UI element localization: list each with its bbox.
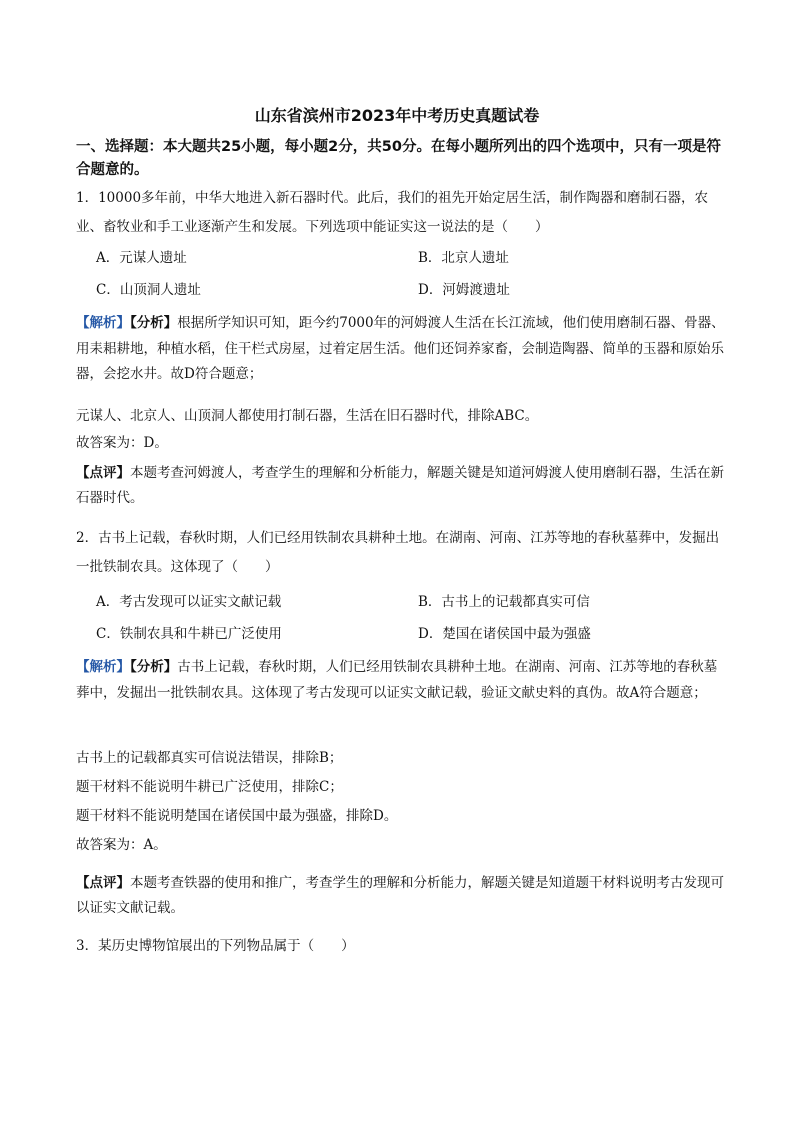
q1-comment-text: 本题考查河姆渡人，考查学生的理解和分析能力，解题关键是知道河姆渡人使用磨制石器，生活在新石器时代。	[76, 465, 724, 506]
question-1-analysis	[76, 311, 728, 388]
q1-line: 故答案为：D。	[76, 435, 168, 451]
q1-option-b: B．北京人遗址	[418, 250, 509, 266]
q2-option-c: C．铁制农具和牛耕已广泛使用	[96, 626, 282, 642]
q1-line: 元谋人、北京人、山顶洞人都使用打制石器，生活在旧石器时代，排除ABC。	[76, 408, 539, 424]
q2-line: 古书上的记载都真实可信说法错误，排除B；	[76, 750, 343, 766]
q2-line: 题干材料不能说明楚国在诸侯国中最为强盛，排除D。	[76, 808, 398, 824]
question-2-lines	[76, 744, 728, 860]
question-1-comment	[76, 461, 728, 511]
q2-option-a: A．考古发现可以证实文献记载	[96, 594, 282, 610]
jiexi-tag: 【解析】	[76, 659, 130, 675]
question-3-stem: 3．某历史博物馆展出的下列物品属于（ ）	[76, 938, 355, 954]
section-heading: 一、选择题：本大题共25小题，每小题2分，共50分。在每小题所列出的四个选项中，只有一项是符合题意的。	[76, 139, 721, 178]
q2-option-b: B．古书上的记载都真实可信	[418, 594, 590, 610]
q1-option-a: A．元谋人遗址	[96, 250, 187, 266]
q2-comment-text: 本题考查铁器的使用和推广，考查学生的理解和分析能力，解题关键是知道题干材料说明考古发现可以证实文献记载。	[76, 875, 724, 916]
fenxi-tag: 【分析】	[130, 659, 178, 675]
question-2-comment	[76, 871, 728, 921]
dianping-tag: 【点评】	[76, 465, 130, 481]
q2-line: 故答案为：A。	[76, 837, 167, 853]
q1-analysis-text: 根据所学知识可知，距今约7000年的河姆渡人生活在长江流域，他们使用磨制石器、骨器、用耒耜耕地，种植水稻，住干栏式房屋，过着定居生活。他们还饲养家畜，会制造陶器、简单的玉器和原始乐器，会挖水井。故D符合题意；	[76, 315, 725, 382]
q2-line: 题干材料不能说明牛耕已广泛使用，排除C；	[76, 779, 343, 795]
dianping-tag: 【点评】	[76, 875, 130, 891]
page-title: 山东省滨州市2023年中考历史真题试卷	[254, 106, 540, 125]
fenxi-tag: 【分析】	[130, 315, 178, 331]
question-1-lines	[76, 403, 728, 457]
question-2-stem: 2．古书上记载，春秋时期，人们已经用铁制农具耕种土地。在湖南、河南、江苏等地的春秋墓葬中，发掘出一批铁制农具。这体现了（ ）	[76, 530, 720, 575]
q2-option-d: D．楚国在诸侯国中最为强盛	[418, 626, 591, 642]
q1-option-d: D．河姆渡遗址	[418, 282, 510, 298]
q1-option-c: C．山顶洞人遗址	[96, 282, 201, 298]
question-1-stem: 1．10000多年前，中华大地进入新石器时代。此后，我们的祖先开始定居生活，制作陶器和磨制石器，农业、畜牧业和手工业逐渐产生和发展。下列选项中能证实这一说法的是（ ）	[76, 190, 709, 235]
jiexi-tag: 【解析】	[76, 315, 130, 331]
question-2-analysis	[76, 655, 728, 706]
q2-analysis-text: 古书上记载，春秋时期，人们已经用铁制农具耕种土地。在湖南、河南、江苏等地的春秋墓葬中，发掘出一批铁制农具。这体现了考古发现可以证实文献记载，验证文献史料的真伪。故A符合题意；	[76, 659, 718, 701]
